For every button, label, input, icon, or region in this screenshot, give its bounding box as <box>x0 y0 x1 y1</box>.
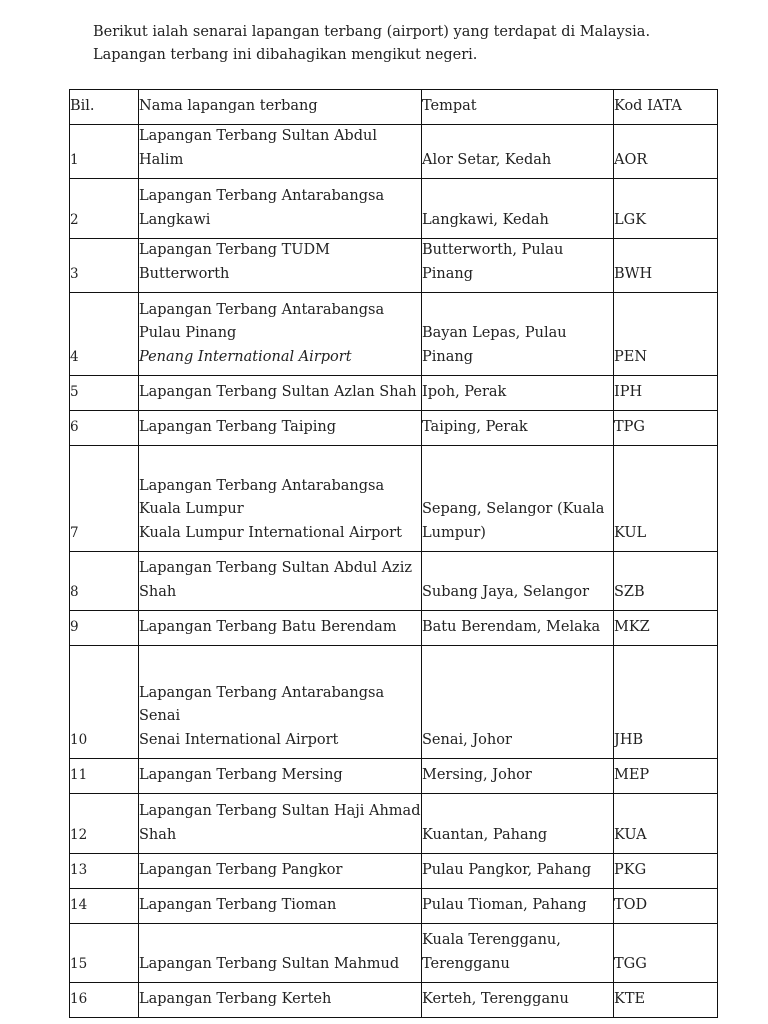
cell-kod-iata: IPH <box>614 376 718 411</box>
header-bil: Bil. <box>70 90 139 125</box>
table-row <box>70 759 718 794</box>
cell-bil: 7 <box>70 446 139 552</box>
cell-bil: 2 <box>70 179 139 239</box>
cell-tempat: Langkawi, Kedah <box>422 179 614 239</box>
cell-nama <box>139 125 422 179</box>
cell-nama <box>139 889 422 924</box>
cell-tempat: Subang Jaya, Selangor <box>422 552 614 611</box>
cell-kod-iata: SZB <box>614 552 718 611</box>
table-row <box>70 376 718 411</box>
airport-name-malay: Lapangan Terbang Kerteh <box>139 990 332 1007</box>
cell-bil: 13 <box>70 854 139 889</box>
cell-nama <box>139 794 422 854</box>
cell-kod-iata: JHB <box>614 646 718 759</box>
airport-name-malay: Lapangan Terbang Batu Berendam <box>139 618 397 635</box>
cell-bil: 5 <box>70 376 139 411</box>
cell-bil: 14 <box>70 889 139 924</box>
cell-bil: 1 <box>70 125 139 179</box>
cell-kod-iata: KUA <box>614 794 718 854</box>
cell-tempat: Kuala Terengganu, Terengganu <box>422 924 614 983</box>
cell-nama <box>139 924 422 983</box>
cell-tempat: Butterworth, Pulau Pinang <box>422 239 614 293</box>
airport-name-malay: Lapangan Terbang Pangkor <box>139 861 343 878</box>
airport-name-english: Kuala Lumpur International Airport <box>139 524 402 541</box>
cell-bil: 11 <box>70 759 139 794</box>
table-row <box>70 924 718 983</box>
cell-nama <box>139 646 422 759</box>
airport-name-malay: Lapangan Terbang Antarabangsa Pulau Pinang <box>139 301 385 341</box>
cell-kod-iata: BWH <box>614 239 718 293</box>
table-row <box>70 125 718 179</box>
table-body <box>70 125 718 1018</box>
cell-nama <box>139 239 422 293</box>
airport-name-malay: Lapangan Terbang TUDM Butterworth <box>139 242 330 282</box>
cell-tempat: Batu Berendam, Melaka <box>422 611 614 646</box>
cell-bil: 16 <box>70 983 139 1018</box>
cell-tempat: Pulau Pangkor, Pahang <box>422 854 614 889</box>
airport-name-malay: Lapangan Terbang Taiping <box>139 418 336 435</box>
cell-bil: 12 <box>70 794 139 854</box>
cell-nama <box>139 179 422 239</box>
cell-kod-iata: PKG <box>614 854 718 889</box>
cell-tempat: Alor Setar, Kedah <box>422 125 614 179</box>
cell-tempat: Taiping, Perak <box>422 411 614 446</box>
header-nama: Nama lapangan terbang <box>139 90 422 125</box>
cell-kod-iata: AOR <box>614 125 718 179</box>
intro-line-2: Lapangan terbang ini dibahagikan mengikut negeri. <box>93 47 478 63</box>
cell-bil: 15 <box>70 924 139 983</box>
cell-tempat: Senai, Johor <box>422 646 614 759</box>
table-row <box>70 239 718 293</box>
cell-kod-iata: TPG <box>614 411 718 446</box>
cell-tempat: Bayan Lepas, Pulau Pinang <box>422 293 614 376</box>
table-row <box>70 552 718 611</box>
cell-tempat: Mersing, Johor <box>422 759 614 794</box>
cell-tempat: Pulau Tioman, Pahang <box>422 889 614 924</box>
airport-name-malay: Lapangan Terbang Antarabangsa Langkawi <box>139 188 385 228</box>
table-row <box>70 983 718 1018</box>
cell-kod-iata: MKZ <box>614 611 718 646</box>
cell-kod-iata: LGK <box>614 179 718 239</box>
cell-kod-iata: KTE <box>614 983 718 1018</box>
cell-nama <box>139 759 422 794</box>
cell-kod-iata: TGG <box>614 924 718 983</box>
header-tempat: Tempat <box>422 90 614 125</box>
cell-nama <box>139 552 422 611</box>
intro-text <box>93 21 733 67</box>
intro-line-1: Berikut ialah senarai lapangan terbang (airport) yang terdapat di Malaysia. <box>93 24 651 40</box>
cell-nama <box>139 293 422 376</box>
airport-name-english: Senai International Airport <box>139 731 339 748</box>
table-row <box>70 293 718 376</box>
cell-kod-iata: MEP <box>614 759 718 794</box>
airport-name-malay: Lapangan Terbang Antarabangsa Kuala Lumpur <box>139 477 385 517</box>
cell-bil: 4 <box>70 293 139 376</box>
table-row <box>70 794 718 854</box>
airport-table <box>69 89 718 1018</box>
cell-nama <box>139 446 422 552</box>
header-kod: Kod IATA <box>614 90 718 125</box>
cell-nama <box>139 854 422 889</box>
cell-kod-iata: KUL <box>614 446 718 552</box>
cell-tempat: Ipoh, Perak <box>422 376 614 411</box>
airport-name-malay: Lapangan Terbang Sultan Azlan Shah <box>139 383 417 400</box>
cell-nama <box>139 611 422 646</box>
cell-bil: 8 <box>70 552 139 611</box>
cell-kod-iata: PEN <box>614 293 718 376</box>
cell-bil: 6 <box>70 411 139 446</box>
table-row <box>70 611 718 646</box>
airport-name-malay: Lapangan Terbang Sultan Abdul Halim <box>139 128 377 168</box>
table-row <box>70 854 718 889</box>
airport-name-malay: Lapangan Terbang Antarabangsa Senai <box>139 684 385 724</box>
cell-tempat: Sepang, Selangor (Kuala Lumpur) <box>422 446 614 552</box>
airport-name-malay: Lapangan Terbang Sultan Haji Ahmad Shah <box>139 803 421 843</box>
table-row <box>70 411 718 446</box>
table-row <box>70 646 718 759</box>
table-row <box>70 446 718 552</box>
cell-nama <box>139 983 422 1018</box>
cell-bil: 3 <box>70 239 139 293</box>
table-row <box>70 889 718 924</box>
cell-nama <box>139 411 422 446</box>
cell-tempat: Kuantan, Pahang <box>422 794 614 854</box>
cell-nama <box>139 376 422 411</box>
table-header-row <box>70 90 718 125</box>
airport-name-malay: Lapangan Terbang Sultan Abdul Aziz Shah <box>139 560 412 600</box>
cell-tempat: Kerteh, Terengganu <box>422 983 614 1018</box>
cell-bil: 9 <box>70 611 139 646</box>
airport-name-malay: Lapangan Terbang Tioman <box>139 896 337 913</box>
airport-name-malay: Lapangan Terbang Sultan Mahmud <box>139 955 400 972</box>
cell-bil: 10 <box>70 646 139 759</box>
airport-name-english: Penang International Airport <box>139 348 352 365</box>
cell-kod-iata: TOD <box>614 889 718 924</box>
table-row <box>70 179 718 239</box>
airport-name-malay: Lapangan Terbang Mersing <box>139 766 343 783</box>
